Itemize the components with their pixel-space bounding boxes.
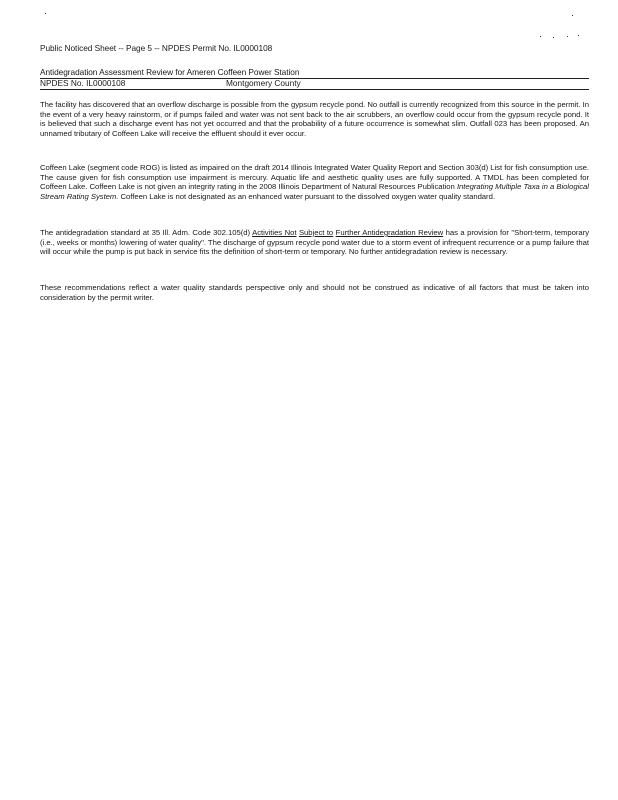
- p2-tail-text: Coffeen Lake is not designated as an enhanced water pursuant to the dissolved oxygen water quality standard.: [118, 191, 495, 201]
- p3-body-text: has a provision for "Short-term, temporary (i.e., weeks or months) lowering of water quality". The discharge of gypsum recycle pond water due to a storm event of infrequent recurrence or a pump failure that will occur while the pump is put back in service fits the definition of short-term or temporary. No further antidegradation review is necessary.: [40, 228, 590, 257]
- p3-underline-subject: Subject to: [298, 228, 334, 237]
- header-rule-bottom: [40, 89, 589, 90]
- scan-speck: [540, 36, 541, 37]
- scan-speck: [45, 13, 46, 14]
- scan-speck: [553, 37, 554, 38]
- p3-lead-text: The antidegradation standard at 35 Ill. Adm. Code 302.105(d): [40, 228, 251, 237]
- scan-speck: [578, 35, 579, 36]
- public-notice-header: Public Noticed Sheet -- Page 5 -- NPDES Permit No. IL0000108: [40, 43, 273, 53]
- scan-speck: [572, 15, 573, 16]
- p2-publication-title: Integrating Multiple Taxa in a Biological Stream Rating System.: [40, 182, 589, 201]
- p3-underline-activities: Activities Not: [252, 228, 297, 237]
- scan-speck: [567, 36, 568, 37]
- county-label: Montgomery County: [226, 78, 301, 88]
- review-title: Antidegradation Assessment Review for Ameren Coffeen Power Station: [40, 67, 300, 77]
- paragraph-overflow-discharge: The facility has discovered that an overflow discharge is possible from the gypsum recycle pond. No outfall is currently recognized from this source in the permit. In the event of a very heavy rainstorm, or if pumps failed and water was not sent back to the air scrubbers, an overflow could occur from the gypsum recycle pond. It is believed that such a discharge event has not yet occurred and that the probability of a future occurrence is somewhat slim. Outfall 023 has been proposed. An unnamed tributary of Coffeen Lake will receive the effluent should it ever occur.: [40, 100, 589, 138]
- paragraph-coffeen-lake-impairment: [40, 163, 589, 201]
- permit-row: [40, 78, 589, 88]
- p3-underline-review: Further Antidegradation Review: [335, 228, 444, 237]
- paragraph-antidegradation-standard: [40, 228, 589, 257]
- permit-number: NPDES No. IL0000108: [40, 78, 126, 88]
- paragraph-recommendations: These recommendations reflect a water quality standards perspective only and should not be construed as indicative of all factors that must be taken into consideration by the permit writer.: [40, 283, 589, 302]
- p2-text: Coffeen Lake (segment code ROG) is listed as impaired on the draft 2014 Illinois Integrated Water Quality Report and Section 303(d) List for fish consumption use. The cause given for fish consumption use impairment is mercury. Aquatic life and aesthetic quality uses are fully supported. A TMDL has been completed for Coffeen Lake. Coffeen Lake is not given an integrity rating in the 2008 Illinois Department of Natural Resources Publication: [40, 163, 589, 192]
